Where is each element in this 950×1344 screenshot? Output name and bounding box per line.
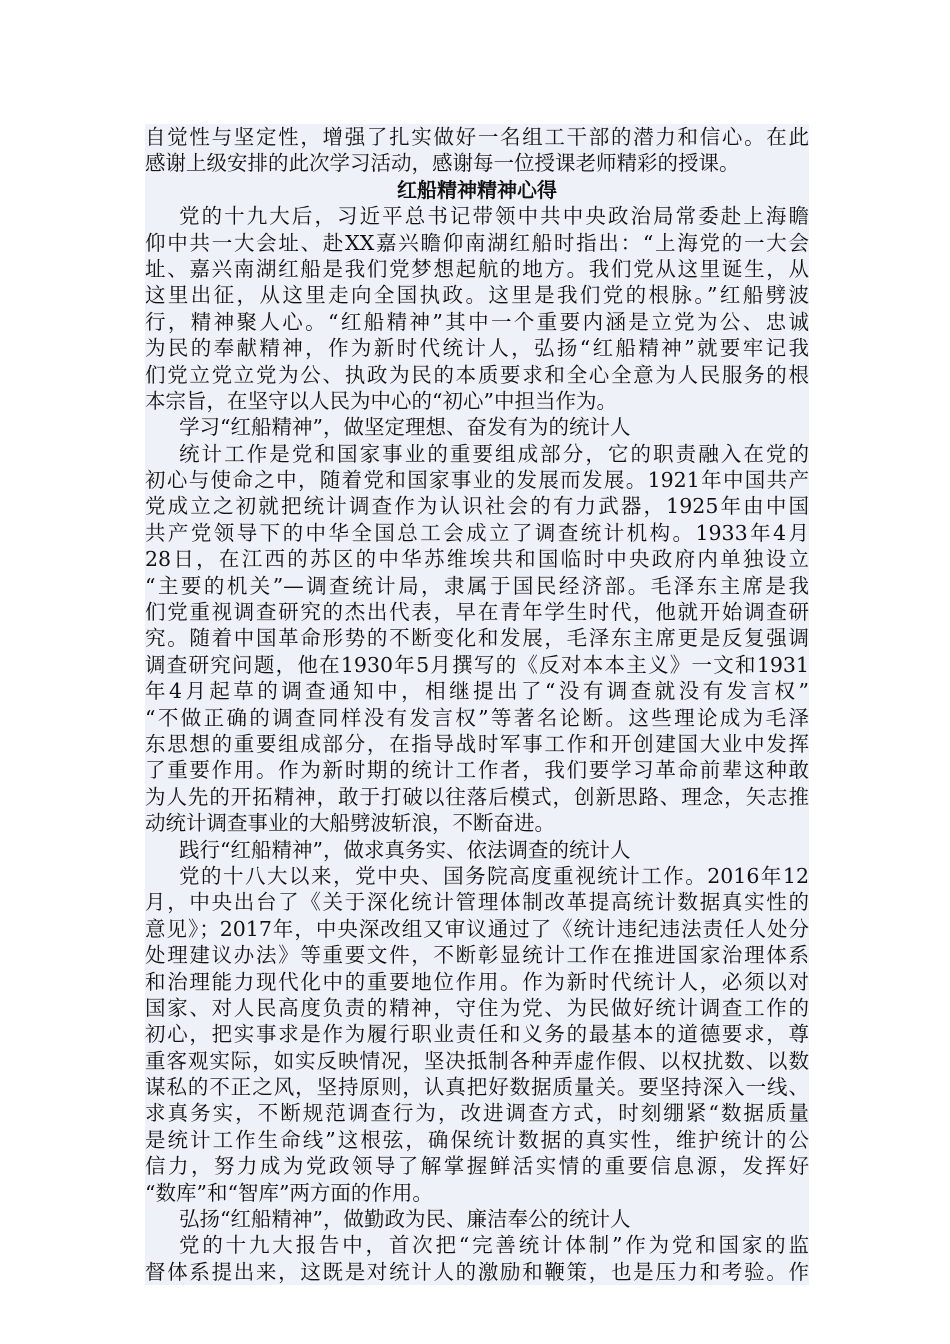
document-body (145, 124, 809, 1285)
text-line: 党的十八大以来，党中央、国务院高度重视统计工作。2016年12 (179, 863, 809, 888)
section-title: 红船精神精神心得 (397, 177, 557, 202)
text-line: 党的十九大报告中，首次把“完善统计体制”作为党和国家的监 (179, 1233, 809, 1258)
text-line: 这里出征，从这里走向全国执政。这里是我们党的根脉。”红船劈波 (145, 283, 809, 308)
text-line: 谋私的不正之风，坚持原则，认真把好数据质量关。要坚持深入一线、 (145, 1075, 809, 1100)
text-line: 址、嘉兴南湖红船是我们党梦想起航的地方。我们党从这里诞生，从 (145, 256, 809, 281)
text-line: 本宗旨，在坚守以人民为中心的“初心”中担当作为。 (145, 388, 617, 413)
text-line: “不做正确的调查同样没有发言权”等著名论断。这些理论成为毛泽 (145, 705, 809, 730)
text-line: 初心，把实事求是作为履行职业责任和义务的最基本的道德要求，尊 (145, 1022, 809, 1047)
subheading: 弘扬“红船精神”，做勤政为民、廉洁奉公的统计人 (179, 1207, 631, 1232)
text-line: 动统计调查事业的大船劈波斩浪，不断奋进。 (145, 811, 555, 836)
text-line: 为民的奉献精神，作为新时代统计人，弘扬“红船精神”就要牢记我 (145, 336, 809, 361)
text-line: 自觉性与坚定性，增强了扎实做好一名组工干部的潜力和信心。在此 (145, 125, 809, 149)
text-line: 了重要作用。作为新时期的统计工作者，我们要学习革命前辈这种敢 (145, 758, 809, 783)
text-line: 感谢上级安排的此次学习活动，感谢每一位授课老师精彩的授课。 (145, 151, 740, 176)
text-line: 督体系提出来，这既是对统计人的激励和鞭策，也是压力和考验。作 (145, 1259, 809, 1284)
text-line: 共产党领导下的中华全国总工会成立了调查统计机构。1933年4月 (145, 520, 809, 545)
text-line: 求真务实，不断规范调查行为，改进调查方式，时刻绷紧“数据质量 (145, 1101, 809, 1126)
text-line: 28日，在江西的苏区的中华苏维埃共和国临时中央政府内单独设立 (145, 547, 809, 572)
text-line: “数库”和“智库”两方面的作用。 (145, 1180, 433, 1205)
text-line: 们党重视调查研究的杰出代表，早在青年学生时代，他就开始调查研 (145, 600, 809, 625)
text-line: 行，精神聚人心。“红船精神”其中一个重要内涵是立党为公、忠诚 (145, 309, 809, 334)
text-line: 们党立党立党为公、执政为民的本质要求和全心全意为人民服务的根 (145, 362, 809, 387)
text-line: 意见》；2017年，中央深改组又审议通过了《统计违纪违法责任人处分 (145, 916, 809, 941)
text-line: 初心与使命之中，随着党和国家事业的发展而发展。1921年中国共产 (145, 468, 809, 493)
text-line: 月，中央出台了《关于深化统计管理体制改革提高统计数据真实性的 (145, 890, 809, 915)
text-line: “主要的机关”—调查统计局，隶属于国民经济部。毛泽东主席是我 (145, 573, 809, 598)
subheading: 践行“红船精神”，做求真务实、依法调查的统计人 (179, 837, 631, 862)
text-line: 究。随着中国革命形势的不断变化和发展，毛泽东主席更是反复强调 (145, 626, 809, 651)
text-line: 重客观实际，如实反映情况，坚决抵制各种弄虚作假、以权扰数、以数 (145, 1048, 809, 1073)
text-line: 和治理能力现代化中的重要地位作用。作为新时代统计人，必须以对 (145, 969, 809, 994)
text-line: 东思想的重要组成部分，在指导战时军事工作和开创建国大业中发挥 (145, 731, 809, 756)
text-line: 统计工作是党和国家事业的重要组成部分，它的职责融入在党的 (179, 441, 809, 466)
text-line: 是统计工作生命线”这根弦，确保统计数据的真实性，维护统计的公 (145, 1127, 809, 1152)
text-line: 党的十九大后，习近平总书记带领中共中央政治局常委赴上海瞻 (179, 204, 809, 229)
text-line: 信力，努力成为党政领导了解掌握鲜活实情的重要信息源，发挥好 (145, 1154, 809, 1179)
text-line: 调查研究问题，他在1930年5月撰写的《反对本本主义》一文和1931 (145, 652, 809, 677)
text-line: 处理建议办法》等重要文件，不断彰显统计工作在推进国家治理体系 (145, 943, 809, 968)
text-line: 为人先的开拓精神，敢于打破以往落后模式，创新思路、理念，矢志推 (145, 784, 809, 809)
text-line: 党成立之初就把统计调查作为认识社会的有力武器，1925年由中国 (145, 494, 809, 519)
text-line: 仰中共一大会址、赴XX嘉兴瞻仰南湖红船时指出：“上海党的一大会 (145, 230, 809, 255)
text-line: 年4月起草的调查通知中，相继提出了“没有调查就没有发言权” (145, 679, 809, 704)
subheading: 学习“红船精神”，做坚定理想、奋发有为的统计人 (179, 415, 631, 440)
text-line: 国家、对人民高度负责的精神，守住为党、为民做好统计调查工作的 (145, 995, 809, 1020)
